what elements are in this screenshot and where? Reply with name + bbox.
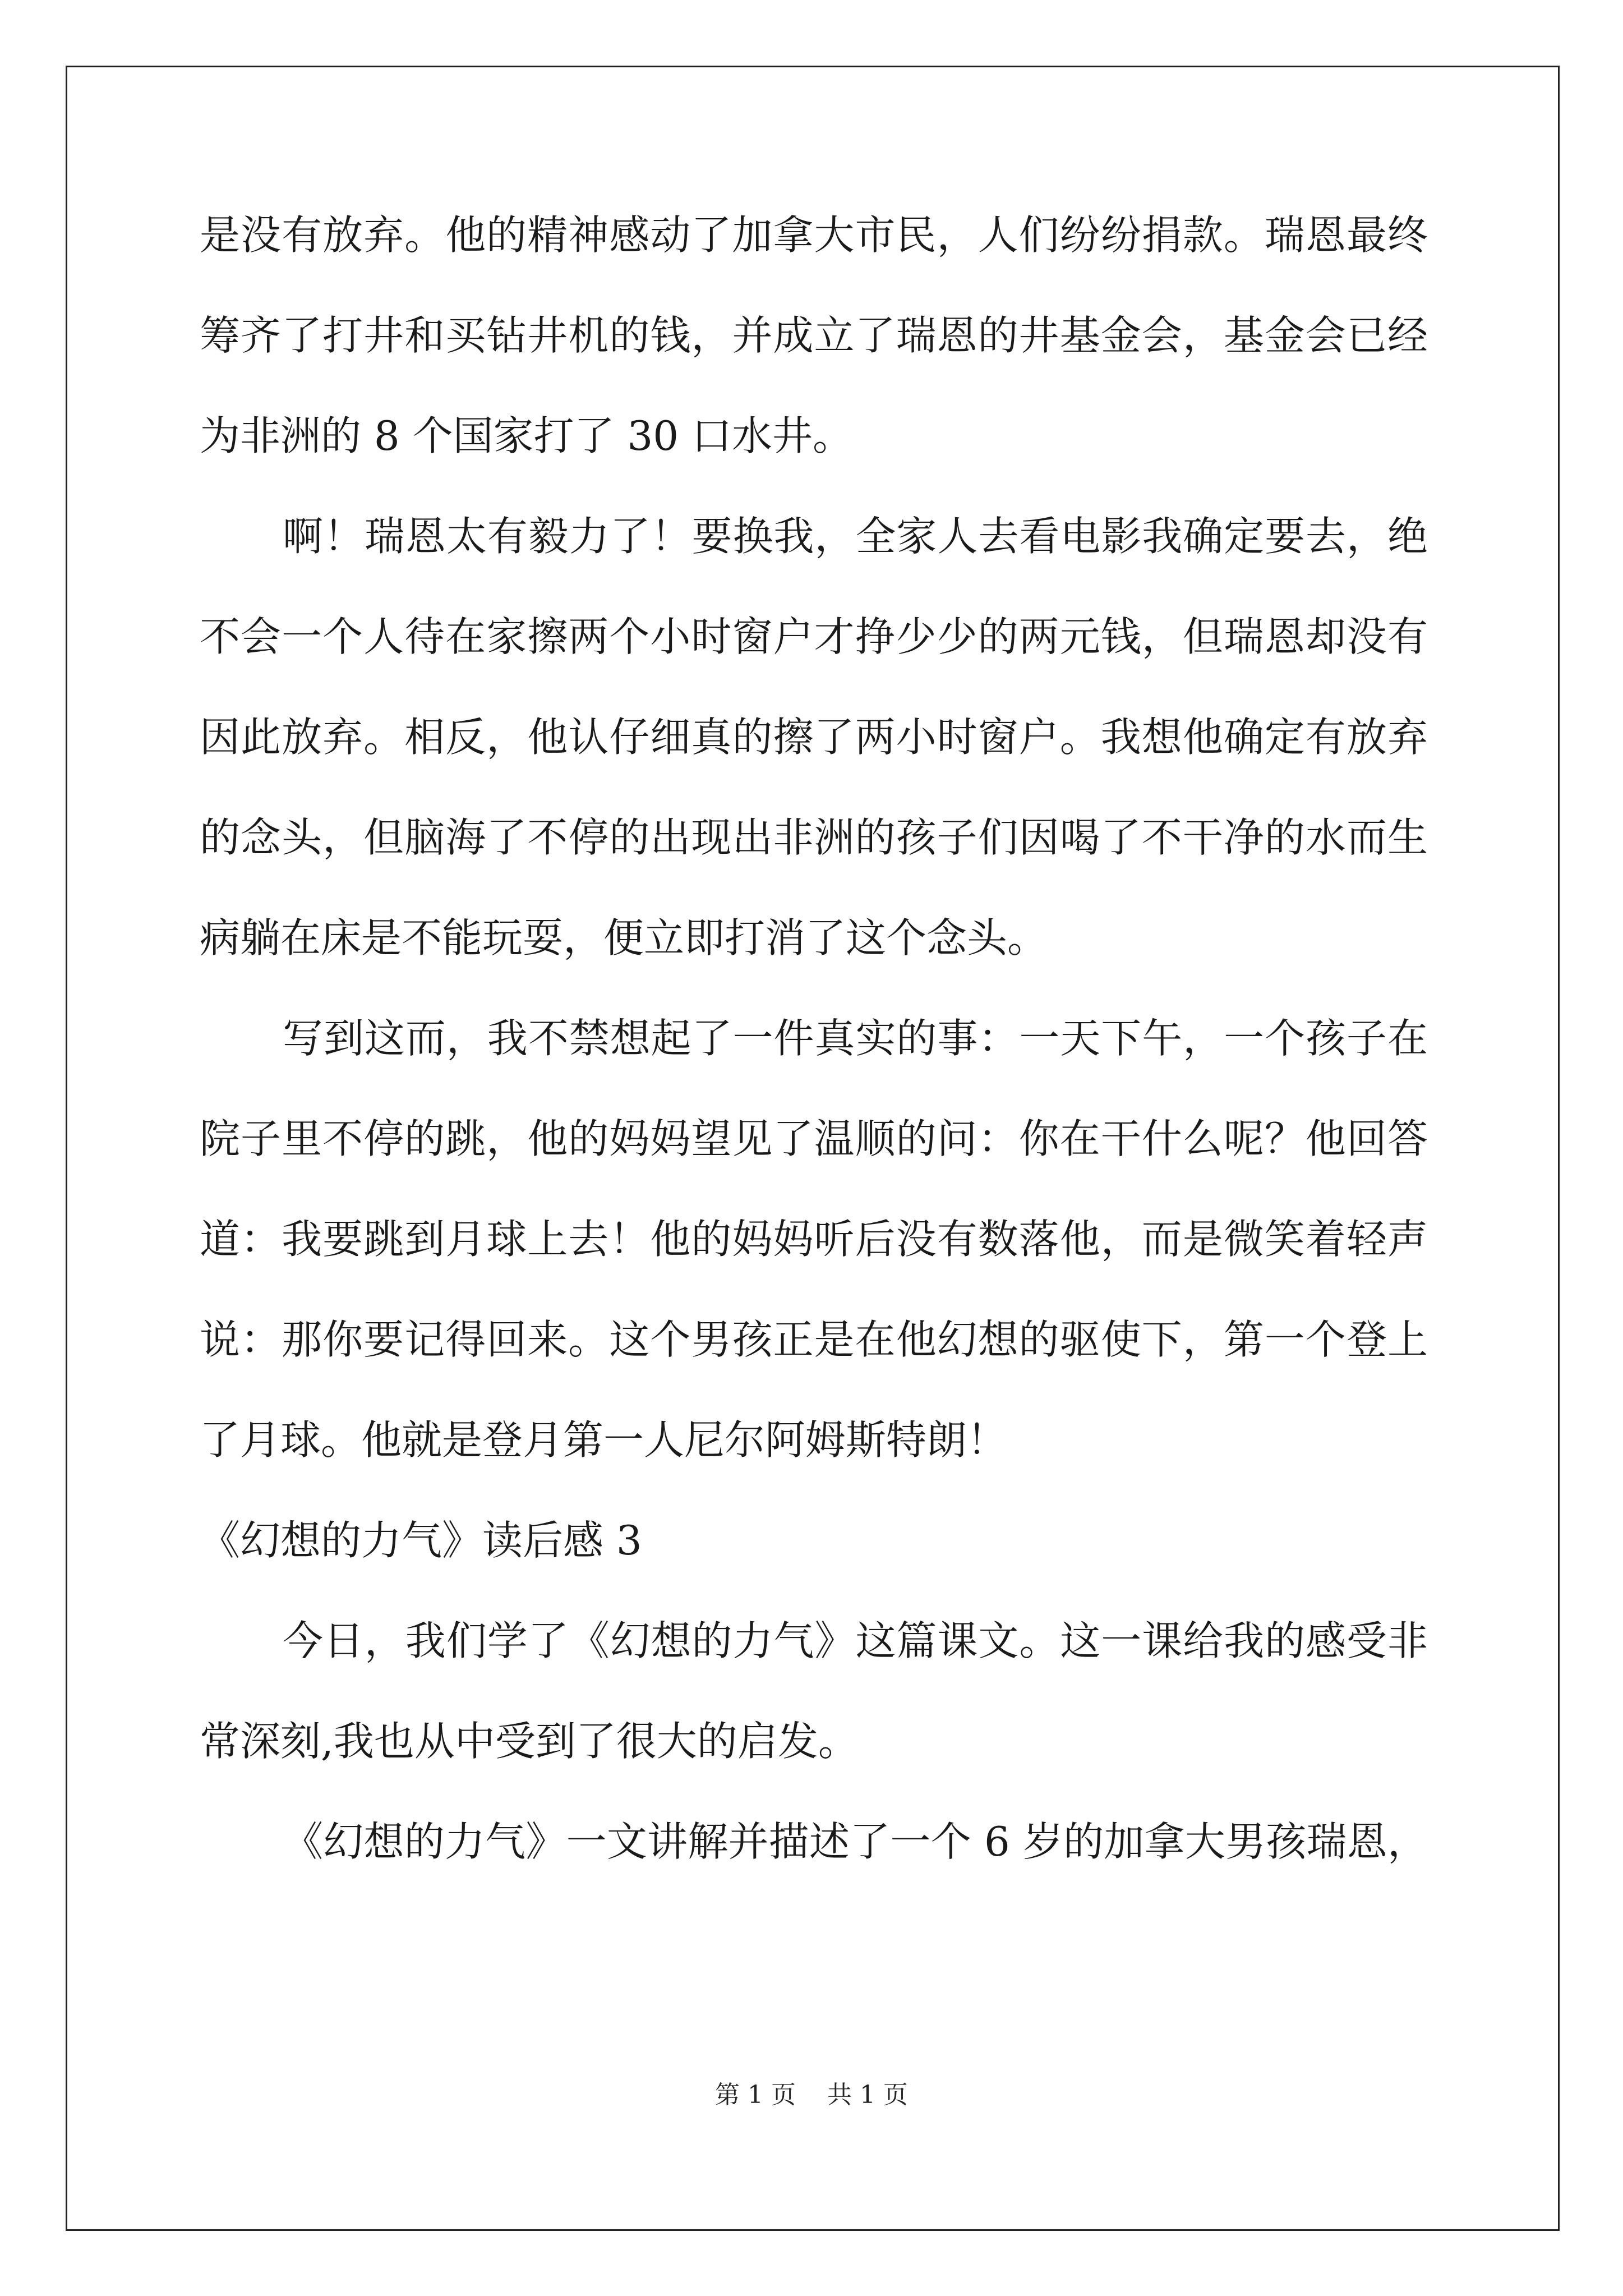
text-line: 常深刻,我也从中受到了很大的启发。 — [200, 1718, 859, 1765]
text-line: 是没有放弃。他的精神感动了加拿大市民，人们纷纷捐款。瑞恩最终 — [200, 211, 1428, 259]
text-line: 筹齐了打井和买钻井机的钱，并成立了瑞恩的井基金会，基金会已经 — [200, 312, 1428, 359]
text-line: 的念头，但脑海了不停的出现出非洲的孩子们因喝了不干净的水而生 — [200, 814, 1428, 861]
text-line: 因此放弃。相反，他认仔细真的擦了两小时窗户。我想他确定有放弃 — [200, 714, 1428, 761]
page-total: 共 1 页 — [827, 2081, 908, 2109]
text-line: 写到这而，我不禁想起了一件真实的事：一天下午，一个孩子在 — [283, 1015, 1428, 1062]
document-body — [200, 185, 1428, 1892]
footer-spacer — [796, 2081, 827, 2109]
text-line: 《幻想的力气》一文讲解并描述了一个 6 岁的加拿大男孩瑞恩， — [283, 1818, 1428, 1865]
text-line: 道：我要跳到月球上去！他的妈妈听后没有数落他，而是微笑着轻声 — [200, 1216, 1428, 1263]
page-number: 第 1 页 — [715, 2081, 796, 2109]
text-line: 不会一个人待在家擦两个小时窗户才挣少少的两元钱，但瑞恩却没有 — [200, 613, 1428, 660]
text-line: 为非洲的 8 个国家打了 30 口水井。 — [200, 412, 853, 459]
text-line: 病躺在床是不能玩耍，便立即打消了这个念头。 — [200, 914, 1048, 961]
text-line: 院子里不停的跳，他的妈妈望见了温顺的问：你在干什么呢？他回答 — [200, 1115, 1428, 1162]
text-line: 说：那你要记得回来。这个男孩正是在他幻想的驱使下，第一个登上 — [200, 1316, 1428, 1363]
text-line: 今日，我们学了《幻想的力气》这篇课文。这一课给我的感受非 — [283, 1617, 1428, 1664]
section-heading: 《幻想的力气》读后感 3 — [200, 1517, 642, 1564]
text-line: 啊！瑞恩太有毅力了！要换我，全家人去看电影我确定要去，绝 — [283, 513, 1428, 560]
text-line: 了月球。他就是登月第一人尼尔阿姆斯特朗！ — [200, 1416, 1008, 1464]
page-footer — [0, 2078, 1623, 2112]
